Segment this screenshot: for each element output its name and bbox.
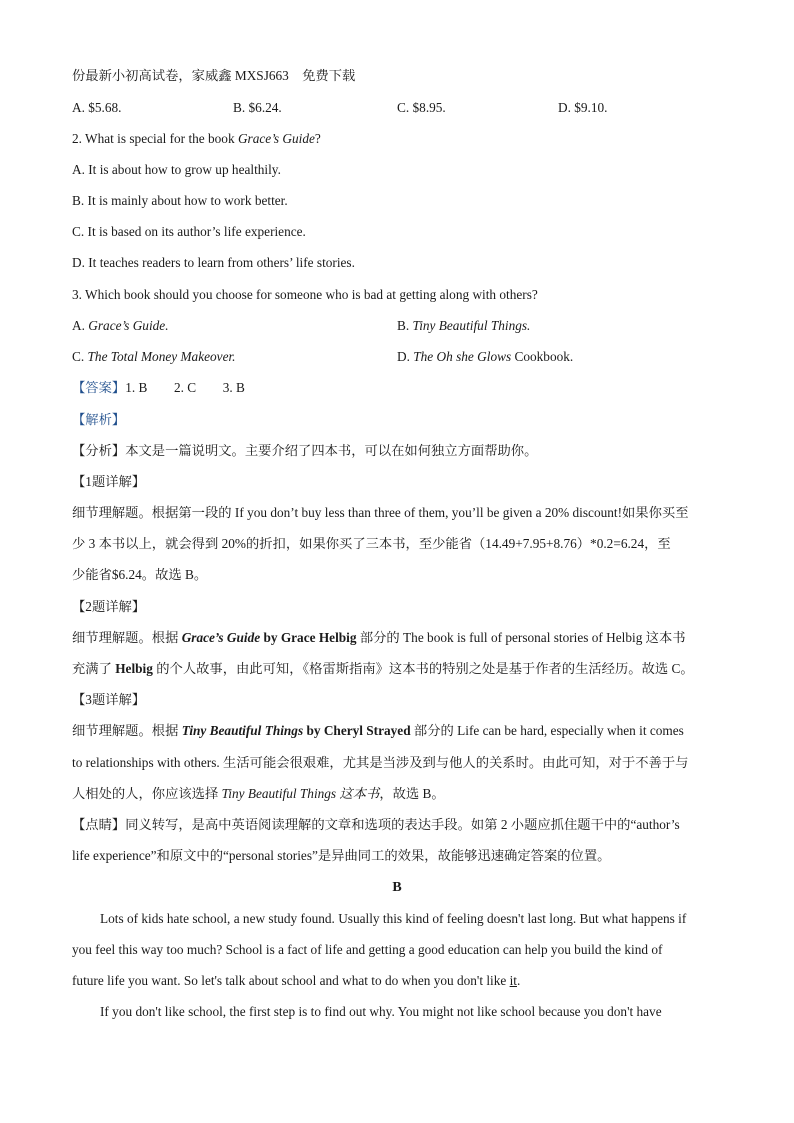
detail-2-line2: 充满了 Helbig 的个人故事，由此可知，《格雷斯指南》这本书的特别之处是基于作者的生活经历。故选 C。 <box>72 661 694 676</box>
dianjing-line1: 【点睛】同义转写，是高中英语阅读理解的文章和选项的表达手段。如第 2 小题应抓住题干中的“author’s <box>72 817 680 832</box>
detail-1-title: 【1题详解】 <box>72 474 146 489</box>
q3-options-row2 <box>72 349 732 365</box>
detail-3-line1: 细节理解题。根据 Tiny Beautiful Things by Cheryl Strayed 部分的 Life can be hard, especially when it comes <box>72 723 684 738</box>
q2-option-d: D. It teaches readers to learn from others’ life stories. <box>72 255 355 270</box>
detail-2-line1: 细节理解题。根据 Grace’s Guide by Grace Helbig 部分的 The book is full of personal stories of Helbig 这本书 <box>72 630 686 645</box>
detail-1-line2: 少 3 本书以上，就会得到 20%的折扣，如果你买了三本书，至少能省（14.49+7.95+8.76）*0.2=6.24，至 <box>72 536 671 551</box>
q2-option-b: B. It is mainly about how to work better. <box>72 193 288 208</box>
q3-options-row1 <box>72 318 732 334</box>
detail-2-title: 【2题详解】 <box>72 599 146 614</box>
detail-3-line3: 人相处的人，你应该选择 Tiny Beautiful Things 这本书，故选 B。 <box>72 786 445 801</box>
passage-p1-line2: you feel this way too much? School is a fact of life and getting a good education can help you build the kind of <box>72 942 663 957</box>
q2-option-c: C. It is based on its author’s life experience. <box>72 224 306 239</box>
analysis-label: 【解析】 <box>72 412 126 427</box>
passage-p1-line1: Lots of kids hate school, a new study found. Usually this kind of feeling doesn't last long. But what happens if <box>100 911 687 926</box>
passage-p1-line3: future life you want. So let's talk about school and what to do when you don't like it. <box>72 973 521 988</box>
q1-option-d: D. $9.10. <box>558 100 608 115</box>
header-note: 份最新小初高试卷，家威鑫 MXSJ663 免费下载 <box>72 68 356 83</box>
detail-1-line1: 细节理解题。根据第一段的 If you don’t buy less than three of them, you’ll be given a 20% discount!如果你买至 <box>72 505 689 520</box>
fenxi-line: 【分析】本文是一篇说明文。主要介绍了四本书，可以在如何独立方面帮助你。 <box>72 443 538 458</box>
q3-option-d: D. The Oh she Glows Cookbook. <box>397 349 574 364</box>
dianjing-line2: life experience”和原文中的“personal stories”是异曲同工的效果，故能够迅速确定答案的位置。 <box>72 848 611 863</box>
answer-line: 【答案】1. B 2. C 3. B <box>72 380 245 395</box>
q3-option-c: C. The Total Money Makeover. <box>72 349 236 364</box>
section-b-heading: B <box>392 880 402 895</box>
q2-option-a: A. It is about how to grow up healthily. <box>72 162 281 177</box>
passage-p2-line1: If you don't like school, the first step is to find out why. You might not like school because you don't have <box>100 1004 662 1019</box>
q3-option-b: B. Tiny Beautiful Things. <box>397 318 531 333</box>
q3-stem: 3. Which book should you choose for someone who is bad at getting along with others? <box>72 287 538 302</box>
q1-option-c: C. $8.95. <box>397 100 446 115</box>
detail-3-line2: to relationships with others. 生活可能会很艰难，尤其是当涉及到与他人的关系时。由此可知，对于不善于与 <box>72 755 689 770</box>
detail-1-line3: 少能省$6.24。故选 B。 <box>72 567 208 582</box>
answer-label: 【答案】 <box>72 380 126 395</box>
q3-option-a: A. Grace’s Guide. <box>72 318 169 333</box>
q1-option-b: B. $6.24. <box>233 100 282 115</box>
q1-options <box>72 100 732 116</box>
q1-option-a: A. $5.68. <box>72 100 122 115</box>
q2-stem: 2. What is special for the book Grace’s Guide? <box>72 131 321 146</box>
detail-3-title: 【3题详解】 <box>72 692 146 707</box>
